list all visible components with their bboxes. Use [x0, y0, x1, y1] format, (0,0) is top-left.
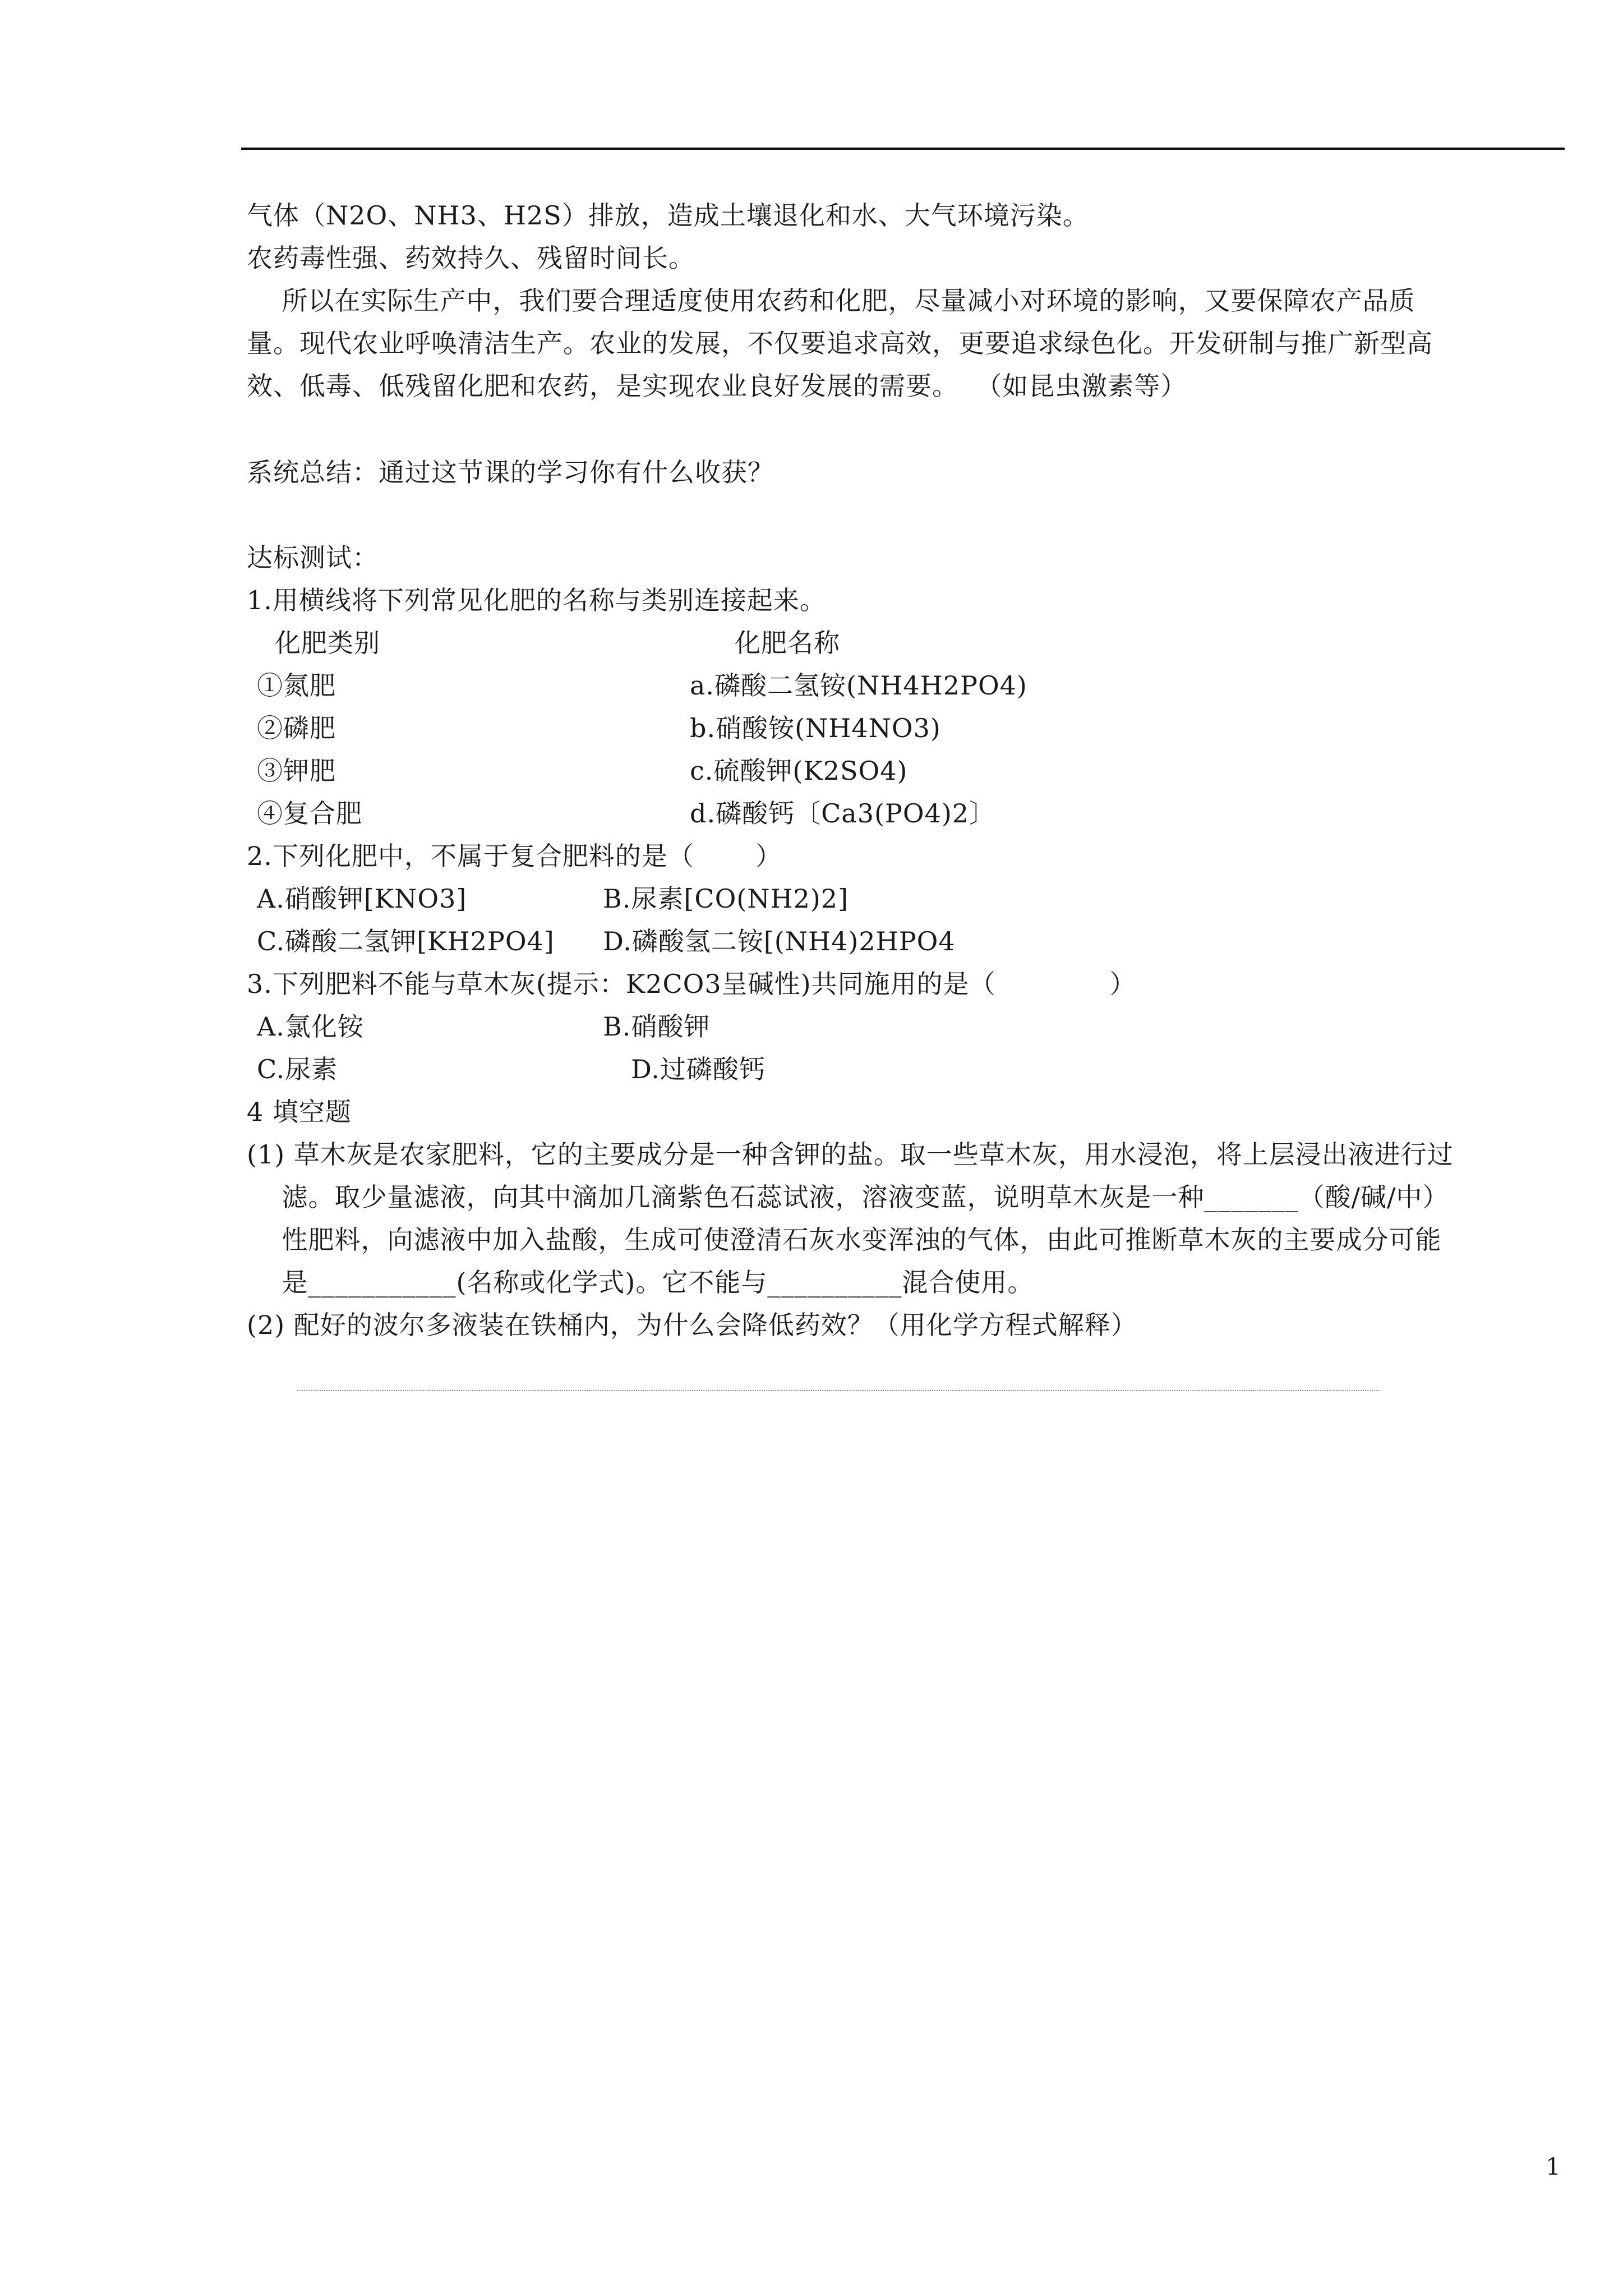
question-1-stem: 1.用横线将下列常见化肥的名称与类别连接起来。 [247, 585, 826, 615]
question-2-stem: 2.下列化肥中，不属于复合肥料的是（ ） [247, 841, 782, 871]
fertilizer-name-item: d.磷酸钙〔Ca3(PO4)2〕 [690, 798, 996, 829]
header-rule [241, 148, 1565, 150]
question-3-stem: 3.下列肥料不能与草木灰(提示：K2CO3呈碱性)共同施用的是（ ） [247, 969, 1136, 999]
fertilizer-name-item: b.硝酸铵(NH4NO3) [690, 713, 941, 743]
category-item: ①氮肥 [257, 670, 336, 701]
test-title: 达标测试： [247, 542, 379, 573]
fill-blank-line: 滤。取少量滤液，向其中滴加几滴紫色石蕊试液，溶液变蓝，说明草木灰是一种_______（酸/碱/中） [247, 1182, 1449, 1212]
fill-blank-line: 性肥料，向滤液中加入盐酸，生成可使澄清石灰水变浑浊的气体，由此可推断草木灰的主要成分可能 [247, 1225, 1442, 1255]
category-column-header: 化肥类别 [275, 628, 380, 658]
category-item: ③钾肥 [257, 756, 336, 786]
paragraph-line: 量。现代农业呼唤清洁生产。农业的发展，不仅要追求高效，更要追求绿色化。开发研制与推广新型高 [247, 328, 1433, 358]
fill-blank-line: 是___________(名称或化学式)。它不能与__________混合使用。 [247, 1267, 1034, 1297]
fill-blank-line: (1) 草木灰是农家肥料，它的主要成分是一种含钾的盐。取一些草木灰，用水浸泡，将上层浸出液进行过 [247, 1139, 1454, 1170]
answer-line [297, 1390, 1380, 1391]
option-c: C.磷酸二氢钾[KH2PO4] [257, 926, 555, 956]
name-column-header: 化肥名称 [735, 628, 840, 658]
paragraph-line: 所以在实际生产中，我们要合理适度使用农药和化肥，尽量减小对环境的影响，又要保障农产品质 [247, 286, 1415, 316]
category-item: ④复合肥 [257, 798, 362, 829]
option-a: A.氯化铵 [257, 1011, 364, 1042]
summary-heading: 系统总结：通过这节课的学习你有什么收获？ [247, 457, 774, 487]
option-b: B.硝酸钾 [603, 1011, 711, 1042]
page-number: 1 [1546, 2153, 1561, 2180]
paragraph-line: 效、低毒、低残留化肥和农药，是实现农业良好发展的需要。 （如昆虫激素等） [247, 371, 1187, 401]
option-d: D.磷酸氢二铵[(NH4)2HPO4 [603, 926, 956, 956]
question-4-title: 4 填空题 [247, 1097, 352, 1127]
option-b: B.尿素[CO(NH2)2] [603, 884, 849, 914]
fertilizer-name-item: a.磷酸二氢铵(NH4H2PO4) [690, 670, 1027, 701]
option-d: D.过磷酸钙 [631, 1054, 766, 1084]
category-item: ②磷肥 [257, 713, 336, 743]
text-line: 气体（N2O、NH3、H2S）排放，造成土壤退化和水、大气环境污染。 [247, 200, 1089, 231]
option-c: C.尿素 [257, 1054, 338, 1084]
text-line: 农药毒性强、药效持久、残留时间长。 [247, 243, 695, 273]
fertilizer-name-item: c.硫酸钾(K2SO4) [690, 756, 908, 786]
question-4-part-2: (2) 配好的波尔多液装在铁桶内，为什么会降低药效？（用化学方程式解释） [247, 1310, 1137, 1340]
option-a: A.硝酸钾[KNO3] [257, 884, 467, 914]
